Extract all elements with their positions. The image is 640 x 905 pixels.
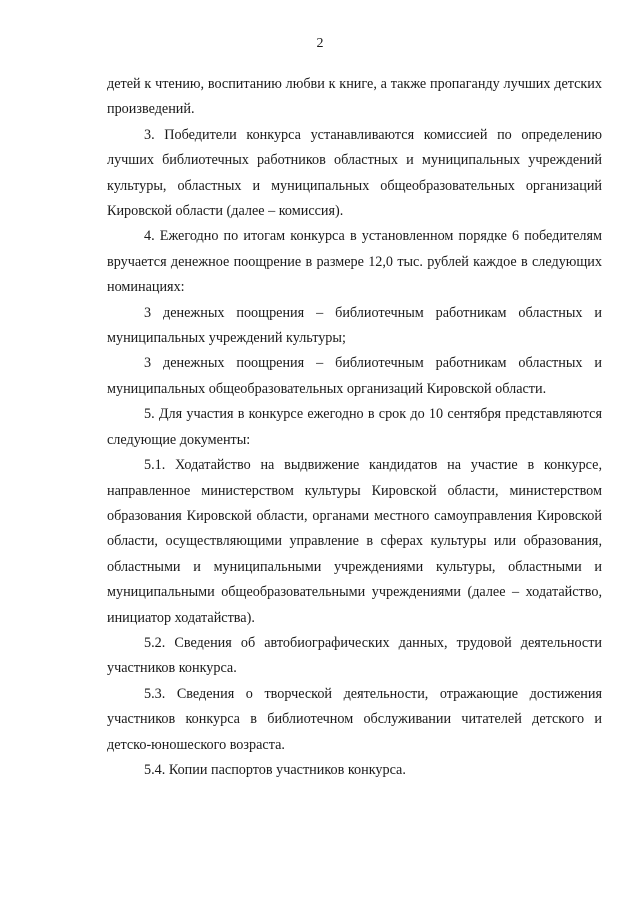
paragraph-5-3: 5.3. Сведения о творческой деятельности, отражающие достижения участников конкурса в библиотечном обслуживании читателей детского и детско-юношеского возраста. <box>107 685 602 753</box>
paragraph-continuation: детей к чтению, воспитанию любви к книге, а также пропаганду лучших детских произведений. <box>107 76 602 118</box>
paragraph-3: 3. Победители конкурса устанавливаются комиссией по определению лучших библиотечных работников областных и муниципальных учреждений культуры, областных и муниципальных общеобразовательных организаций Кировской области (далее – комиссия). <box>107 126 602 220</box>
page-number: 2 <box>316 36 324 51</box>
paragraph-4: 4. Ежегодно по итогам конкурса в установленном порядке 6 победителям вручается денежное поощрение в размере 12,0 тыс. рублей каждое в следующих номинациях: <box>107 228 602 296</box>
paragraph-nomination-2: 3 денежных поощрения – библиотечным работникам областных и муниципальных общеобразовательных организаций Кировской области. <box>107 355 602 397</box>
paragraph-5: 5. Для участия в конкурсе ежегодно в срок до 10 сентября представляются следующие документы: <box>107 406 602 448</box>
paragraph-5-1: 5.1. Ходатайство на выдвижение кандидатов на участие в конкурсе, направленное министерством культуры Кировской области, министерством образования Кировской области, органами местного самоуправления Кировской области, осуществляющими управление в сферах культуры или образования, областными и муниципальными учреждениями культуры, областными и муниципальными общеобразовательными учреждениями (далее – ходатайство, инициатор ходатайства). <box>107 457 602 626</box>
document-body <box>107 72 602 783</box>
paragraph-5-2: 5.2. Сведения об автобиографических данных, трудовой деятельности участников конкурса. <box>107 634 602 677</box>
paragraph-5-4: 5.4. Копии паспортов участников конкурса. <box>144 761 406 778</box>
paragraph-nomination-1: 3 денежных поощрения – библиотечным работникам областных и муниципальных учреждений культуры; <box>107 304 602 347</box>
